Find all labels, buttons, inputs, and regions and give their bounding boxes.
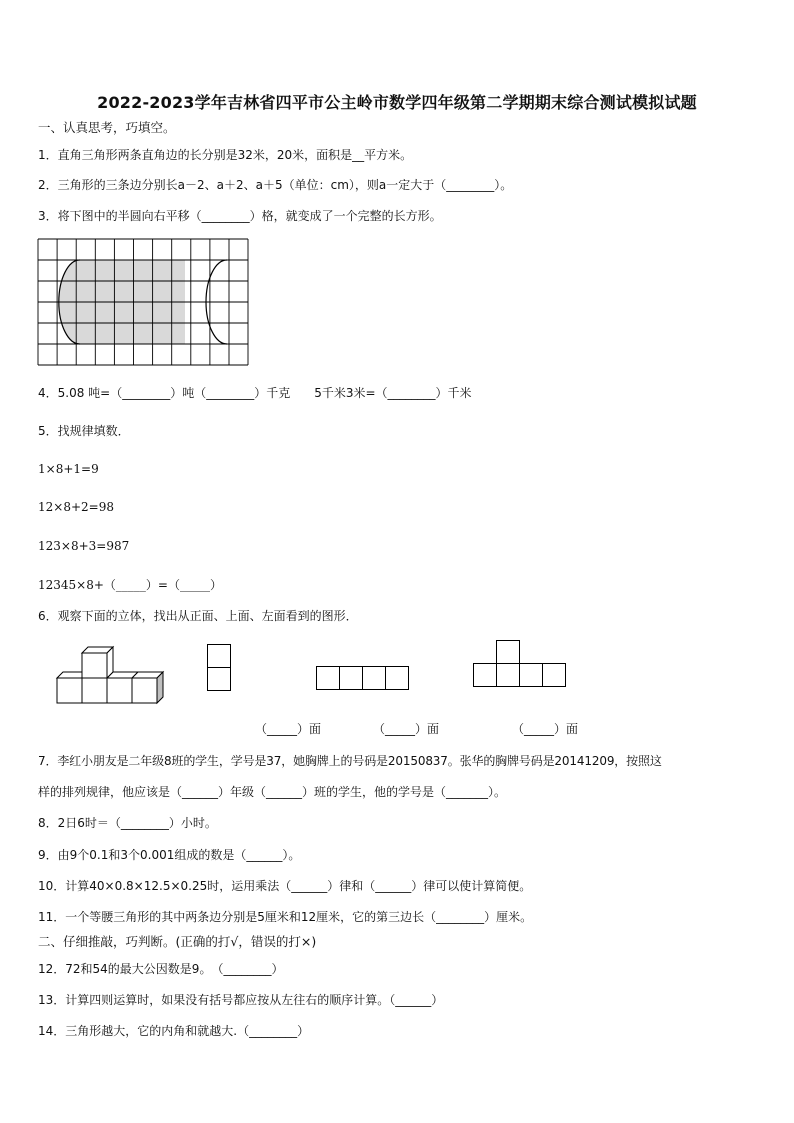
q6-solid-figure — [57, 645, 172, 707]
question-14: 14．三角形越大，它的内角和就越大.（________） — [38, 1024, 310, 1038]
question-1: 1．直角三角形两条直角边的长分别是32米，20米，面积是__平方米。 — [38, 148, 413, 162]
q3-grid-lines — [38, 239, 248, 365]
question-9: 9．由9个0.1和3个0.001组成的数是（______）。 — [38, 848, 301, 862]
q6-view-b — [316, 666, 410, 691]
page-title: 2022-2023学年吉林省四平市公主岭市数学四年级第二学期期末综合测试模拟试题 — [97, 93, 697, 112]
question-2: 2．三角形的三条边分别长a－2、a＋2、a＋5（单位：cm），则a一定大于（________）。 — [38, 178, 513, 192]
question-10: 10．计算40×0.8×12.5×0.25时，运用乘法（______）律和（______）律可以使计算简便。 — [38, 879, 532, 893]
q6-answer-c: （_____）面 — [512, 722, 579, 736]
q6-view-a — [207, 644, 233, 692]
q5-line-4: 12345×8+（_____）=（_____） — [38, 578, 222, 592]
q6-answer-a: （_____）面 — [255, 722, 322, 736]
question-12: 12．72和54的最大公因数是9。 （________） — [38, 962, 284, 976]
q3-grid-figure — [38, 239, 250, 367]
question-3: 3．将下图中的半圆向右平移（________）格，就变成了一个完整的长方形。 — [38, 209, 442, 223]
question-13: 13．计算四则运算时，如果没有括号都应按从左往右的顺序计算。（______） — [38, 993, 444, 1007]
q5-line-1: 1×8+1=9 — [38, 462, 99, 476]
question-5: 5．找规律填数． — [38, 424, 130, 438]
q5-line-3: 123×8+3=987 — [38, 539, 130, 553]
q6-view-c — [473, 640, 567, 688]
section-1-heading: 一、认真思考，巧填空。 — [38, 120, 176, 135]
question-4: 4．5.08 吨=（________）吨（________）千克 5千米3米=（________）千米 — [38, 386, 472, 400]
question-7-line-1: 7．李红小朋友是二年级8班的学生，学号是37，她胸牌上的号码是20150837。张华的胸牌号码是20141209，按照这 — [38, 754, 662, 768]
section-2-heading: 二、仔细推敲，巧判断。(正确的打√，错误的打×) — [38, 934, 317, 949]
question-7-line-2: 样的排列规律，他应该是（______）年级（______）班的学生，他的学号是（_______）。 — [38, 785, 507, 799]
question-6: 6．观察下面的立体，找出从正面、上面、左面看到的图形． — [38, 609, 358, 623]
question-11: 11．一个等腰三角形的其中两条边分别是5厘米和12厘米，它的第三边长（________）厘米。 — [38, 910, 533, 924]
q6-answer-b: （_____）面 — [373, 722, 440, 736]
q5-line-2: 12×8+2=98 — [38, 500, 114, 514]
question-8: 8．2日6时＝（________）小时。 — [38, 816, 217, 830]
